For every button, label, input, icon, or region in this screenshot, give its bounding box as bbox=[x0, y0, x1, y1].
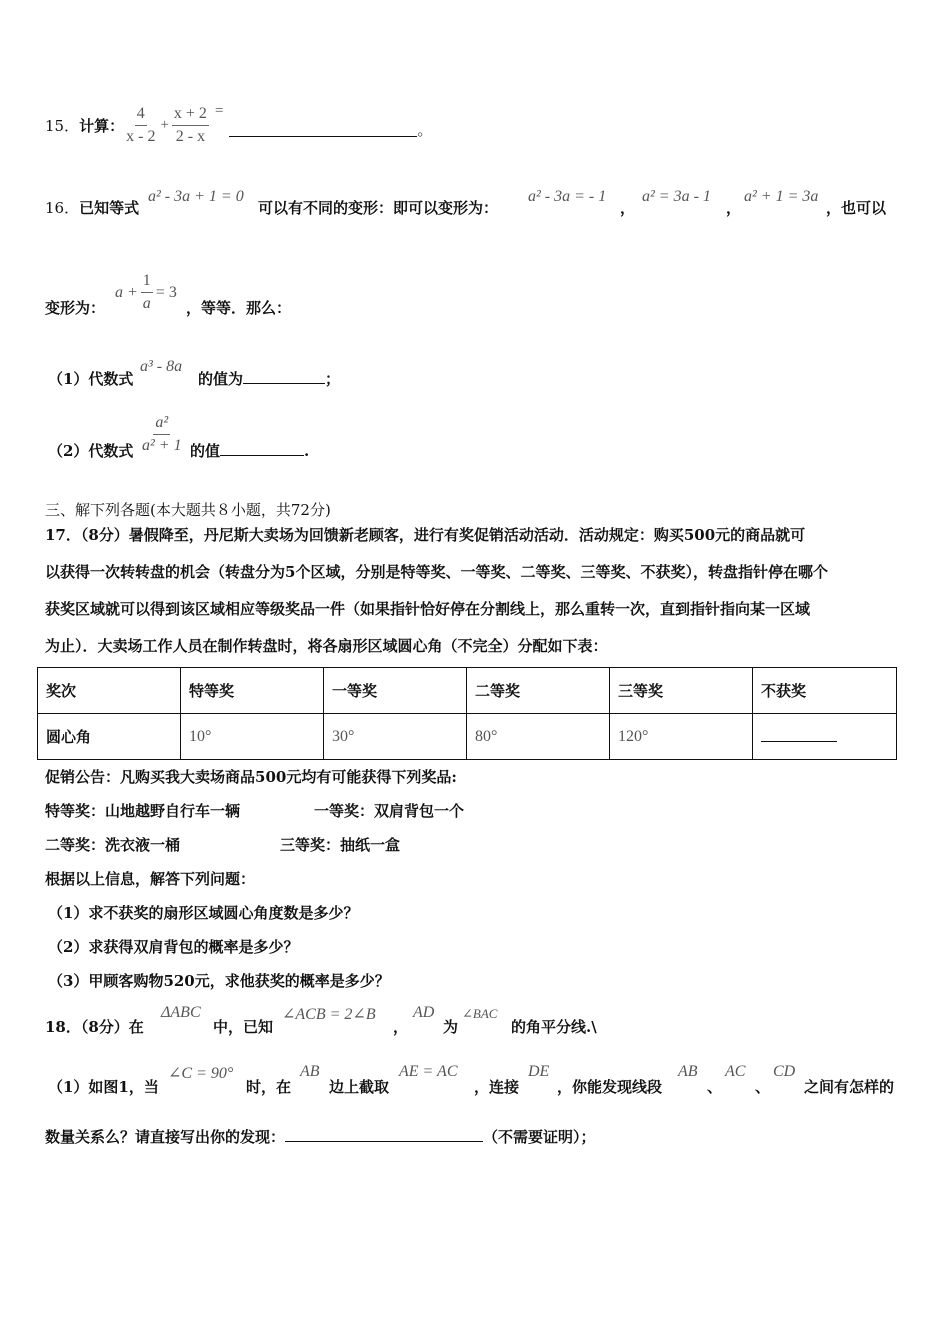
q16-text4: 变形为： bbox=[45, 299, 106, 317]
q16-line1 bbox=[45, 197, 139, 218]
q17-para-line: 为止）．大卖场工作人员在制作转盘时，将各扇形区域圆心角（不完全）分配如下表： bbox=[45, 637, 608, 655]
table-header-row bbox=[38, 668, 897, 714]
q18-ad: AD bbox=[413, 1004, 435, 1021]
q18-seg2: AC bbox=[725, 1063, 746, 1080]
q17-para-line: 以获得一次转转盘的机会（转盘分为5个区域，分别是特等奖、一等奖、二等奖、三等奖、不获奖），转盘指针停在哪个 bbox=[45, 563, 828, 581]
q18-bac: ∠BAC bbox=[462, 1006, 498, 1021]
q18-angle-eq: ∠ACB = 2∠B bbox=[282, 1006, 376, 1023]
no-prize-answer-blank bbox=[761, 727, 837, 742]
q18-p1-b: 时，在 bbox=[246, 1078, 292, 1096]
table-header-cell: 奖次 bbox=[38, 668, 181, 714]
q15-frac2: $\frac{x + 2}{2 - x}$ bbox=[173, 104, 207, 145]
q18-seg1: AB bbox=[678, 1063, 698, 1080]
q15-number: 15． bbox=[45, 116, 80, 135]
q16-p1-blank bbox=[243, 369, 325, 384]
q16-text1: 已知等式 bbox=[79, 199, 140, 217]
q18-p1-f: 之间有怎样的 bbox=[804, 1078, 895, 1096]
q18-p1-a: （1）如图1，当 bbox=[48, 1078, 159, 1096]
q16-number: 16． bbox=[45, 199, 80, 217]
q16-eq2: a² = 3a - 1 bbox=[642, 188, 711, 205]
q16-p2-label: （2）代数式 bbox=[48, 442, 134, 460]
q16-p1-expr: a³ - 8a bbox=[140, 358, 183, 375]
q18-text1: 中，已知 bbox=[213, 1018, 274, 1036]
q18-p1-line2: 数量关系么？请直接写出你的发现： （不需要证明）； bbox=[45, 1128, 596, 1146]
table-cell: 10° bbox=[181, 714, 324, 760]
q18-dun2: 、 bbox=[755, 1078, 771, 1096]
q18-number: 18．（8分）在 bbox=[45, 1018, 144, 1036]
q16-eq4-a: a + bbox=[115, 283, 138, 301]
q16-text5: ，等等．那么： bbox=[186, 299, 292, 317]
table-header-cell: 不获奖 bbox=[753, 668, 897, 714]
q17-prize-d: 三等奖：抽纸一盒 bbox=[280, 836, 401, 854]
table-cell-blank bbox=[753, 714, 897, 760]
q16-eq4-frac: $\frac{1}{a}$ bbox=[142, 272, 151, 312]
q17-para-line: 17．（8分）暑假降至，丹尼斯大卖场为回馈新老顾客，进行有奖促销活动活动．活动规定：购买500元的商品就可 bbox=[45, 526, 806, 544]
q18-c90: ∠C = 90° bbox=[168, 1065, 234, 1082]
q15-plus: + bbox=[160, 116, 169, 133]
q15-answer-blank bbox=[229, 122, 417, 137]
q17-prize-b: 一等奖：双肩背包一个 bbox=[314, 802, 465, 820]
q18-p1-c: 边上截取 bbox=[329, 1078, 390, 1096]
q15-end: 。 bbox=[417, 120, 433, 139]
q18-text3: 的角平分线.\ bbox=[511, 1018, 597, 1036]
q17-para-line: 获奖区域就可以得到该区域相应等级奖品一件（如果指针恰好停在分割线上，那么重转一次，直到指针指向某一区域 bbox=[45, 600, 811, 618]
q16-sep2: ， bbox=[726, 199, 742, 217]
q17-angle-table bbox=[37, 667, 897, 760]
q18-dun1: 、 bbox=[707, 1078, 723, 1096]
section3-heading: 三、解下列各题(本大题共８小题，共72分) bbox=[45, 501, 331, 519]
q15-equals: = bbox=[214, 102, 224, 119]
q17-prize-c: 二等奖：洗衣液一桶 bbox=[45, 836, 181, 854]
q16-text2: 可以有不同的变形：即可以变形为： bbox=[258, 199, 499, 217]
q17-intro: 根据以上信息，解答下列问题： bbox=[45, 870, 256, 888]
q16-eq3: a² + 1 = 3a bbox=[744, 188, 819, 205]
q18-p1-d: ，连接 bbox=[474, 1078, 520, 1096]
table-row bbox=[38, 714, 897, 760]
q15-frac1: $\frac{4}{x - 2}$ bbox=[126, 104, 156, 145]
q16-eq1: a² - 3a = - 1 bbox=[528, 188, 607, 205]
q18-answer-blank bbox=[285, 1127, 483, 1142]
q16-p2-blank bbox=[220, 441, 304, 456]
q15-label: 计算： bbox=[79, 116, 125, 135]
table-cell: 80° bbox=[467, 714, 610, 760]
q16-eq4-rhs: = 3 bbox=[155, 283, 177, 301]
q17-question: （3）甲顾客购物520元，求他获奖的概率是多少？ bbox=[48, 972, 390, 990]
table-cell: 120° bbox=[610, 714, 753, 760]
q16-eq4 bbox=[115, 272, 177, 313]
q17-promo: 促销公告：凡购买我大卖场商品500元均有可能获得下列奖品: bbox=[45, 768, 457, 786]
q16-eq-main: a² - 3a + 1 = 0 bbox=[148, 188, 244, 205]
q18-triangle: ΔABC bbox=[161, 1004, 201, 1021]
table-header-cell: 特等奖 bbox=[181, 668, 324, 714]
q16-sep1: ， bbox=[620, 199, 636, 217]
q18-ab: AB bbox=[300, 1063, 320, 1080]
q16-p2-frac: $\frac{\text{a²}}{\text{a² + 1}}$ bbox=[142, 414, 182, 454]
q15 bbox=[45, 100, 432, 150]
q16-p1-tail: 的值为 ； bbox=[198, 370, 341, 388]
table-row-label: 圆心角 bbox=[38, 714, 181, 760]
q17-question: （1）求不获奖的扇形区域圆心角度数是多少？ bbox=[48, 904, 359, 922]
q18-p1-e: ，你能发现线段 bbox=[557, 1078, 663, 1096]
q18-aeac: AE = AC bbox=[399, 1063, 458, 1080]
table-header-cell: 三等奖 bbox=[610, 668, 753, 714]
q16-text3: ，也可以 bbox=[826, 199, 887, 217]
q18-seg3: CD bbox=[773, 1063, 796, 1080]
table-cell: 30° bbox=[324, 714, 467, 760]
q18-de: DE bbox=[528, 1063, 550, 1080]
table-header-cell: 一等奖 bbox=[324, 668, 467, 714]
q17-prize-a: 特等奖：山地越野自行车一辆 bbox=[45, 802, 241, 820]
q16-p1-label: （1）代数式 bbox=[48, 370, 134, 388]
q17-question: （2）求获得双肩背包的概率是多少？ bbox=[48, 938, 299, 956]
q18-text2: 为 bbox=[443, 1018, 459, 1036]
q16-p2-tail: 的值 . bbox=[190, 442, 310, 460]
q18-sep: ， bbox=[393, 1018, 409, 1036]
table-header-cell: 二等奖 bbox=[467, 668, 610, 714]
